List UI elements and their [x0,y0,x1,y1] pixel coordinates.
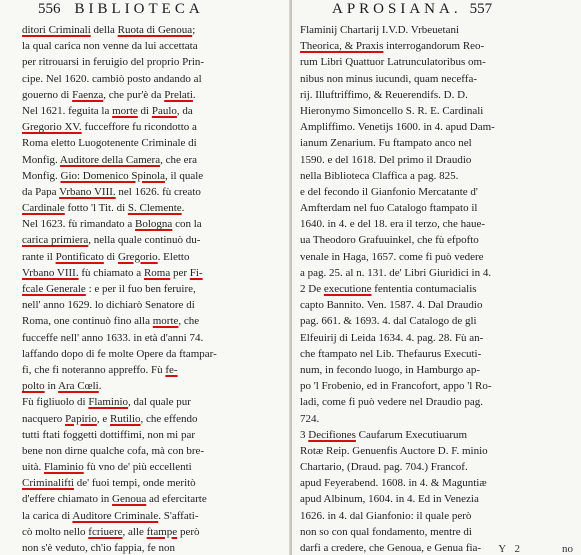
text-run: però [177,525,200,538]
text-run: num, in fecondo luogo, in Hamburgo ap- [300,363,481,376]
text-run: . [181,202,185,215]
text-run: , che era [160,153,198,166]
text-run: nel 1626. fù creato [115,185,201,198]
text-run: rante il [22,250,56,263]
text-run: , nella quale continuò du- [88,234,201,247]
text-line [300,38,572,54]
text-run: Elfeuirij di Leida 1634. 4. pag. 28. Fù an- [300,331,484,344]
right-page-text [300,22,572,555]
text-line [22,265,290,281]
text-run: fententia contumacialis [371,283,477,295]
right-head-title: APROSIANA. [332,1,462,17]
text-line [22,346,290,362]
text-run: Roma eletto Luogotenente Criminale di [22,137,197,150]
right-running-head [332,1,492,21]
underlined-term: Cardinale [22,202,65,215]
text-run: fotto 'l Tit. di [64,202,128,215]
text-line [300,524,572,540]
text-line [22,508,290,524]
text-run: con la [172,218,202,231]
text-run: 3 [300,428,309,441]
text-run: in [44,380,59,393]
text-run: nacquero [22,412,66,425]
underlined-term: Fi- [189,266,203,279]
text-line [300,87,572,103]
text-run: darfi a credere, che Genoua, e Genua fia- [300,542,482,554]
text-line [22,216,290,232]
text-run: per [170,266,190,279]
underlined-term: Prelati [164,88,193,101]
left-running-head [38,1,204,21]
text-line [300,216,572,232]
text-line [300,491,572,507]
right-page [292,0,581,555]
text-line [300,411,572,427]
underlined-term: S. Clemente [127,202,182,215]
text-run: Nel 1623. fù rimandato a [22,218,136,231]
underlined-term: Vrbano VIII. [59,185,116,198]
underlined-term: Gregorio [117,250,158,263]
text-line [22,249,290,265]
text-run: fù chiamato a [78,266,144,279]
text-run: , che [178,315,200,328]
underlined-term: morte [152,315,179,328]
text-line [22,22,290,38]
text-line [300,475,572,491]
text-run: Amfterdam nel fuo Catalogo ftampato il [300,202,478,215]
text-line [22,524,290,540]
catchword: no [562,543,573,555]
text-run: pag. 661. & 1693. 4. dal Catalogo de gli [300,315,477,328]
text-run: , da [176,104,193,117]
text-line [22,313,290,329]
text-line [300,394,572,410]
text-run: non so con qual fondamento, mentre di [300,525,472,538]
underlined-term: Pontificato [55,250,104,263]
text-run: rij. Illuftriffimo, & Reuerendifs. D. D. [300,88,468,101]
text-line [22,71,290,87]
text-line [300,200,572,216]
text-run: 1626. in 4. dal Gianfonio: il quale però [300,509,472,522]
text-line [300,184,572,200]
text-line [300,152,572,168]
left-page-text [22,22,290,555]
text-run: capto Bannito. Ven. 1587. 4. Dal Draudio [300,299,483,312]
text-run: de' fuoi tempi, onde meritò [73,477,196,490]
underlined-term: Papirio [65,412,97,425]
text-run: a pag. 25. al n. 131. de' Libri Giuridici in 4. [300,266,492,279]
text-run: Caufarum Executiuarum [355,428,468,441]
text-line [22,540,290,555]
text-line [300,313,572,329]
text-line [22,394,290,410]
text-line [22,443,290,459]
underlined-term: Gio: Domenico Spinola [60,169,165,182]
text-run: , alle [122,525,147,538]
right-page-number: 557 [469,1,493,17]
text-line [22,200,290,216]
underlined-term: Vrbano VIII. [22,266,79,279]
text-run: di [137,104,152,117]
underlined-term: Rutilio [109,412,141,425]
text-run: della [90,24,118,36]
text-line [300,71,572,87]
underlined-term: Gregorio XV. [22,121,82,134]
underlined-term: Bologna [135,218,173,231]
text-run: . [192,88,196,101]
underlined-term: executione [323,283,372,295]
text-line [22,491,290,507]
underlined-term: ditori Criminali [22,24,91,36]
underlined-term: Auditore Criminale [72,509,159,522]
text-line [300,378,572,394]
underlined-term: Paulo [151,104,177,117]
text-line [300,135,572,151]
text-line [22,38,290,54]
underlined-term: Roma [143,266,171,279]
underlined-term: fcriuere [88,525,123,538]
text-line [300,346,572,362]
text-run: Hieronymo Simoncello S. R. E. Cardinali [300,104,484,117]
text-line [300,22,572,38]
underlined-term: fe- [165,363,178,376]
text-run: ua Theodoro Grafuuinkel, che fù efpofto [300,234,479,247]
text-run: Nel 1621. feguita la [22,104,113,117]
underlined-term: Flaminio [44,461,84,474]
text-line [22,184,290,200]
text-run: , che effendo [140,412,198,425]
text-run: apud Feyerabend. 1608. in 4. & Maguntiæ [300,477,487,490]
text-line [22,297,290,313]
left-head-title: BIBLIOTECA [74,1,204,17]
text-line [22,87,290,103]
text-run: Chartario, (Draud. pag. 704.) Francof. [300,461,468,474]
underlined-term: Ruota di Genoua [117,24,193,36]
text-run: 724. [300,412,320,425]
text-line [300,265,572,281]
text-run: ladi, come fi può vedere nel Draudio pag. [300,396,483,409]
text-run: , dal quale pur [128,396,191,409]
left-page-number: 556 [38,1,61,17]
text-run: ; [192,24,196,36]
text-run: , il quale [165,169,204,182]
text-line [300,281,572,297]
text-line [22,427,290,443]
text-line [300,330,572,346]
text-run: 2 De [300,283,324,295]
signature-mark: Y 2 [498,543,523,555]
text-line [300,249,572,265]
text-line [22,459,290,475]
text-line [300,119,572,135]
underlined-term: fcale Generale [22,283,86,295]
text-run: . Eletto [157,250,190,263]
text-line [22,411,290,427]
text-line [300,508,572,524]
underlined-term: Genoua [112,493,147,506]
text-run: cò molto nello [22,525,89,538]
text-run: 1640. in 4. e del 18. era il terzo, che haue- [300,218,486,231]
text-run: ianum Zenarium. Fu ftampato anco nel [300,137,472,150]
text-run: apud Albinum, 1604. in 4. Ed in Venezia [300,493,479,506]
text-run: uità. [22,461,44,474]
text-run: , che pur'è da [103,88,165,101]
text-run: venale in Haga, 1657. come fi può vedere [300,250,484,263]
text-run: ad efercitarte [146,493,207,506]
text-line [22,281,290,297]
text-run: Fù figliuolo di [22,396,89,409]
text-run: Monfig. [22,169,61,182]
underlined-term: ftampe [146,525,178,538]
text-run: Monfig. [22,153,60,166]
text-line [22,475,290,491]
text-run: fucceffe nell' anno 1633. in età d'anni 74. [22,331,204,344]
text-run: : e per il fuo ben feruire, [85,283,196,295]
text-line [22,119,290,135]
underlined-term: polto [22,380,45,393]
text-line [300,459,572,475]
text-line [22,378,290,394]
text-line [300,443,572,459]
underlined-term: morte [112,104,138,117]
text-line [300,168,572,184]
text-run: rum Libri Quattuor Latrunculatoribus om- [300,56,486,69]
text-line [22,232,290,248]
text-run: bene non dirne qualche cofa, mà con bre- [22,444,205,457]
text-line [22,330,290,346]
text-run: Rotæ Reip. Genuenfis Auctore D. F. minio [300,444,488,457]
text-line [22,152,290,168]
text-run: fù vno de' più eccellenti [83,461,192,474]
text-run: po 'l Frobenio, ed in Francofort, appo 'l Ro- [300,380,492,393]
text-run: e del fecondo il Gianfonio Mercatante d' [300,185,478,198]
text-line [22,168,290,184]
text-run: la carica di [22,509,73,522]
text-line [300,54,572,70]
text-run: che ftampato nel Lib. Thefaurus Executi- [300,347,482,360]
text-run: cipe. Nel 1620. cambiò posto andando al [22,72,202,85]
underlined-term: Theorica, & Praxis [300,40,384,53]
text-line [300,540,572,555]
underlined-term: Flaminio [88,396,129,409]
text-line [300,232,572,248]
underlined-term: carica primiera [22,234,89,247]
underlined-term: Faenza [72,88,104,101]
text-run: per ritrouarsi in feruigio del proprio Prin- [22,56,205,69]
text-run: Flaminij Chartarij I.V.D. Vrbeuetani [300,24,460,36]
text-line [22,54,290,70]
text-run: 1590. e del 1618. Del primo il Draudio [300,153,472,166]
text-run: . S'affati- [158,509,199,522]
text-run: nell' anno 1629. lo dichiarò Senatore di [22,299,195,312]
text-line [22,135,290,151]
text-run: gouerno di [22,88,73,101]
text-run: laffando dopo di fe molte Opere da ftampar- [22,347,217,360]
text-line [22,103,290,119]
text-run: interrogandorum Reo- [383,40,485,53]
underlined-term: Decifiones [308,428,356,441]
text-run: da Papa [22,185,60,198]
text-run: fucceffore fu ricondotto a [81,121,197,134]
text-run: non s'è veduto, ch'io fappia, fe non [22,542,176,554]
underlined-term: Auditore della Camera [59,153,161,166]
text-run: d'effere chiamato in [22,493,113,506]
text-run: , e [96,412,110,425]
text-line [22,362,290,378]
text-run: Roma, one continuò fino alla [22,315,153,328]
underlined-term: Ara Cœli [58,380,99,393]
text-line [300,427,572,443]
text-run: di [103,250,118,263]
text-run: Ampliffimo. Venetijs 1600. in 4. apud Dam- [300,121,495,134]
text-line [300,362,572,378]
text-run: tutti ftati foggetti dottiffimi, non mi par [22,428,196,441]
text-run: nibus non minus iucundi, quam neceffa- [300,72,477,85]
text-line [300,103,572,119]
underlined-term: Criminalifti [22,477,74,490]
text-run: fi, che fi noteranno appreffo. Fù [22,363,166,376]
text-run: la qual carica non venne da lui accettata [22,40,198,53]
text-line [300,297,572,313]
text-run: . [98,380,102,393]
text-run: nella Biblioteca Claffica a pag. 825. [300,169,459,182]
